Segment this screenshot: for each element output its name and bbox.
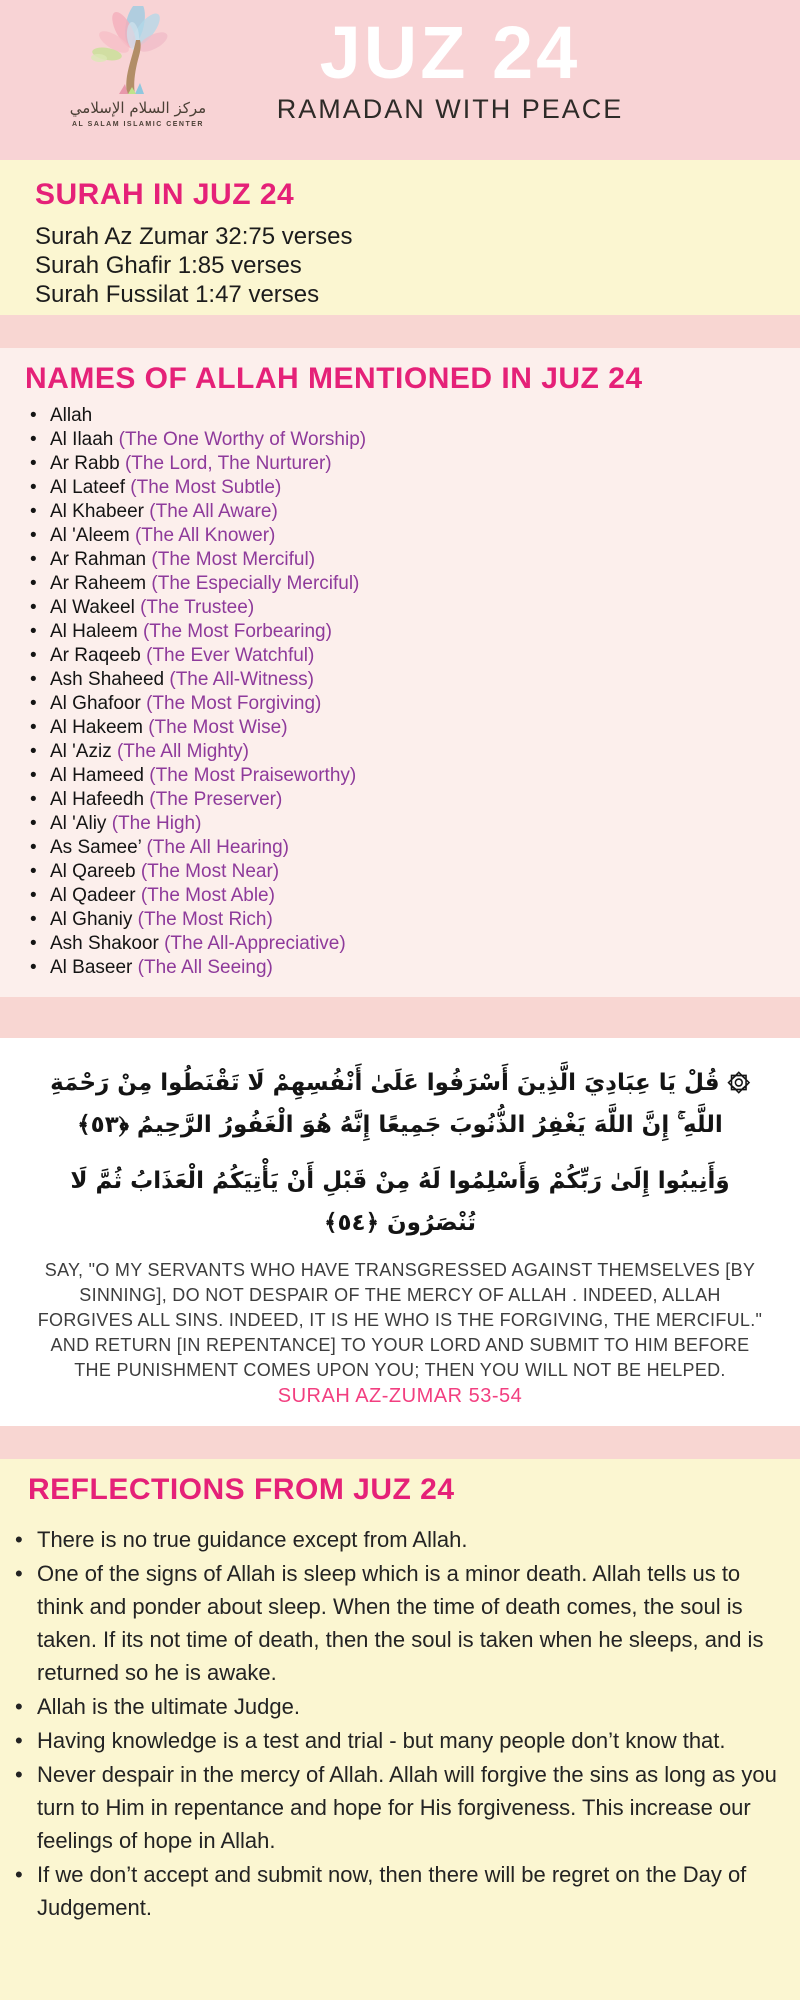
surah-list-item: Surah Fussilat 1:47 verses	[35, 281, 320, 308]
surah-list	[35, 222, 800, 309]
name-meaning: (The Preserver)	[149, 789, 283, 810]
reflections-section	[0, 1459, 800, 2000]
name-list-item	[25, 620, 800, 644]
name-list-item	[25, 764, 800, 788]
reflections-list	[13, 1523, 782, 1924]
name-list-item	[25, 788, 800, 812]
name-list-item	[25, 932, 800, 956]
reflection-list-item: • Never despair in the mercy of Allah. Allah will forgive the sins as long as you turn to Him in repentance and hope for His forgiveness. This increase our feelings of hope in Allah.	[13, 1758, 782, 1857]
name-arabic-transliteration: Al Haleem	[50, 621, 138, 642]
name-meaning: (The Lord, The Nurturer)	[124, 453, 332, 474]
quran-verse-section	[0, 1038, 800, 1426]
name-list-item	[25, 476, 800, 500]
name-meaning: (The All-Witness)	[169, 669, 315, 690]
name-meaning: (The All Seeing)	[137, 957, 273, 978]
logo-english-text: AL SALAM ISLAMIC CENTER	[72, 120, 204, 128]
name-arabic-transliteration: Ash Shakoor	[50, 933, 159, 954]
name-meaning: (The All Hearing)	[146, 837, 290, 858]
surah-section	[0, 160, 800, 315]
reflection-list-item: • One of the signs of Allah is sleep which is a minor death. Allah tells us to think and ponder about sleep. When the time of death comes, the soul is taken. If its not time of death, then the soul is taken when he sleeps, and is returned so he is awake.	[13, 1557, 782, 1689]
name-arabic-transliteration: Al Lateef	[50, 477, 125, 498]
divider-band	[0, 1426, 800, 1459]
name-arabic-transliteration: Al Ghaniy	[50, 909, 133, 930]
name-arabic-transliteration: Al Hameed	[50, 765, 144, 786]
name-meaning: (The Most Wise)	[148, 717, 288, 738]
name-arabic-transliteration: Ash Shaheed	[50, 669, 165, 690]
name-list-item	[25, 860, 800, 884]
page-title: JUZ 24	[319, 11, 581, 94]
name-meaning: (The Most Subtle)	[130, 477, 282, 498]
name-list-item	[25, 740, 800, 764]
name-arabic-transliteration: Ar Rahman	[50, 549, 147, 570]
names-of-allah-section	[0, 348, 800, 997]
name-list-item	[25, 452, 800, 476]
divider-band	[0, 997, 800, 1038]
title-block	[160, 11, 740, 125]
name-meaning: (The Most Praiseworthy)	[149, 765, 357, 786]
name-list-item	[25, 500, 800, 524]
name-list-item	[25, 668, 800, 692]
name-arabic-transliteration: Ar Raheem	[50, 573, 147, 594]
reflection-list-item: • If we don’t accept and submit now, then there will be regret on the Day of Judgement.	[13, 1858, 782, 1924]
name-arabic-transliteration: Allah	[50, 405, 93, 426]
name-arabic-transliteration: As Samee’	[50, 837, 142, 858]
name-meaning: (The Trustee)	[140, 597, 255, 618]
surah-list-item: Surah Az Zumar 32:75 verses	[35, 223, 353, 250]
verse-translation-1: SAY, "O MY SERVANTS WHO HAVE TRANSGRESSED AGAINST THEMSELVES [BY SINNING], DO NOT DESPAIR OF THE MERCY OF ALLAH . INDEED, ALLAH FORGIVES ALL SINS. INDEED, IT IS HE WHO IS THE FORGIVING, THE MERCIFUL."	[37, 1260, 763, 1330]
names-section-heading: NAMES OF ALLAH MENTIONED IN JUZ 24	[25, 362, 643, 395]
name-list-item	[25, 596, 800, 620]
surah-list-item: Surah Ghafir 1:85 verses	[35, 252, 302, 279]
name-meaning: (The Especially Merciful)	[151, 573, 360, 594]
name-list-item	[25, 692, 800, 716]
name-meaning: (The Most Forbearing)	[142, 621, 332, 642]
name-arabic-transliteration: Al Khabeer	[50, 501, 145, 522]
name-arabic-transliteration: Al Wakeel	[50, 597, 135, 618]
name-meaning: (The All Knower)	[134, 525, 276, 546]
name-list-item	[25, 404, 800, 428]
surah-section-heading: SURAH IN JUZ 24	[35, 178, 295, 211]
name-meaning: (The All Aware)	[149, 501, 278, 522]
name-arabic-transliteration: Al Ghafoor	[50, 693, 141, 714]
name-meaning: (The Most Able)	[140, 885, 275, 906]
name-arabic-transliteration: Al Hafeedh	[50, 789, 145, 810]
reflection-list-item: • Having knowledge is a test and trial - but many people don’t know that.	[13, 1724, 782, 1757]
name-arabic-transliteration: Al Hakeem	[50, 717, 143, 738]
name-list-item	[25, 908, 800, 932]
name-arabic-transliteration: Al Ilaah	[50, 429, 114, 450]
arabic-verse-54: وَأَنِيبُوا إِلَىٰ رَبِّكُمْ وَأَسْلِمُوا لَهُ مِنْ قَبْلِ أَنْ يَأْتِيَكُمُ الْعَذَابُ ثُمَّ لَا تُنْصَرُونَ ﴿٥٤﴾	[70, 1168, 730, 1236]
name-list-item	[25, 524, 800, 548]
reflection-list-item: • Allah is the ultimate Judge.	[13, 1690, 782, 1723]
name-meaning: (The Most Rich)	[137, 909, 273, 930]
name-list-item	[25, 548, 800, 572]
page-subtitle: RAMADAN WITH PEACE	[276, 94, 624, 124]
name-list-item	[25, 428, 800, 452]
name-list-item	[25, 836, 800, 860]
names-list	[25, 404, 800, 980]
reflections-section-heading: REFLECTIONS FROM JUZ 24	[28, 1473, 455, 1506]
name-arabic-transliteration: Al Qadeer	[50, 885, 136, 906]
name-meaning: (The High)	[111, 813, 202, 834]
name-arabic-transliteration: Al Baseer	[50, 957, 133, 978]
name-list-item	[25, 812, 800, 836]
name-meaning: (The Most Merciful)	[151, 549, 316, 570]
name-arabic-transliteration: Al Qareeb	[50, 861, 136, 882]
name-meaning: (The All-Appreciative)	[164, 933, 346, 954]
name-list-item	[25, 572, 800, 596]
name-list-item	[25, 884, 800, 908]
name-meaning: (The Most Near)	[140, 861, 280, 882]
header	[0, 0, 800, 160]
name-meaning: (The One Worthy of Worship)	[118, 429, 367, 450]
name-meaning: (The All Mighty)	[116, 741, 249, 762]
logo-arabic-text: مركز السلام الإسلامي	[69, 99, 207, 117]
divider-band	[0, 315, 800, 348]
arabic-verse-53: ۞ قُلْ يَا عِبَادِيَ الَّذِينَ أَسْرَفُوا عَلَىٰ أَنْفُسِهِمْ لَا تَقْنَطُوا مِنْ رَحْمَةِ اللَّهِ ۚ إِنَّ اللَّهَ يَغْفِرُ الذُّنُوبَ جَمِيعًا إِنَّهُ هُوَ الْغَفُورُ الرَّحِيمُ ﴿٥٣﴾	[50, 1070, 750, 1138]
name-meaning: (The Most Forgiving)	[146, 693, 322, 714]
name-meaning: (The Ever Watchful)	[146, 645, 315, 666]
reflection-list-item: • There is no true guidance except from Allah.	[13, 1523, 782, 1556]
name-list-item	[25, 716, 800, 740]
name-arabic-transliteration: Al 'Aliy	[50, 813, 107, 834]
verse-translation-2: AND RETURN [IN REPENTANCE] TO YOUR LORD AND SUBMIT TO HIM BEFORE THE PUNISHMENT COMES UPON YOU; THEN YOU WILL NOT BE HELPED.	[50, 1335, 750, 1380]
name-arabic-transliteration: Al 'Aleem	[50, 525, 130, 546]
name-arabic-transliteration: Ar Rabb	[50, 453, 120, 474]
name-list-item	[25, 644, 800, 668]
name-list-item	[25, 956, 800, 980]
verse-reference: SURAH AZ-ZUMAR 53-54	[277, 1385, 523, 1407]
name-arabic-transliteration: Ar Raqeeb	[50, 645, 141, 666]
name-arabic-transliteration: Al 'Aziz	[50, 741, 112, 762]
